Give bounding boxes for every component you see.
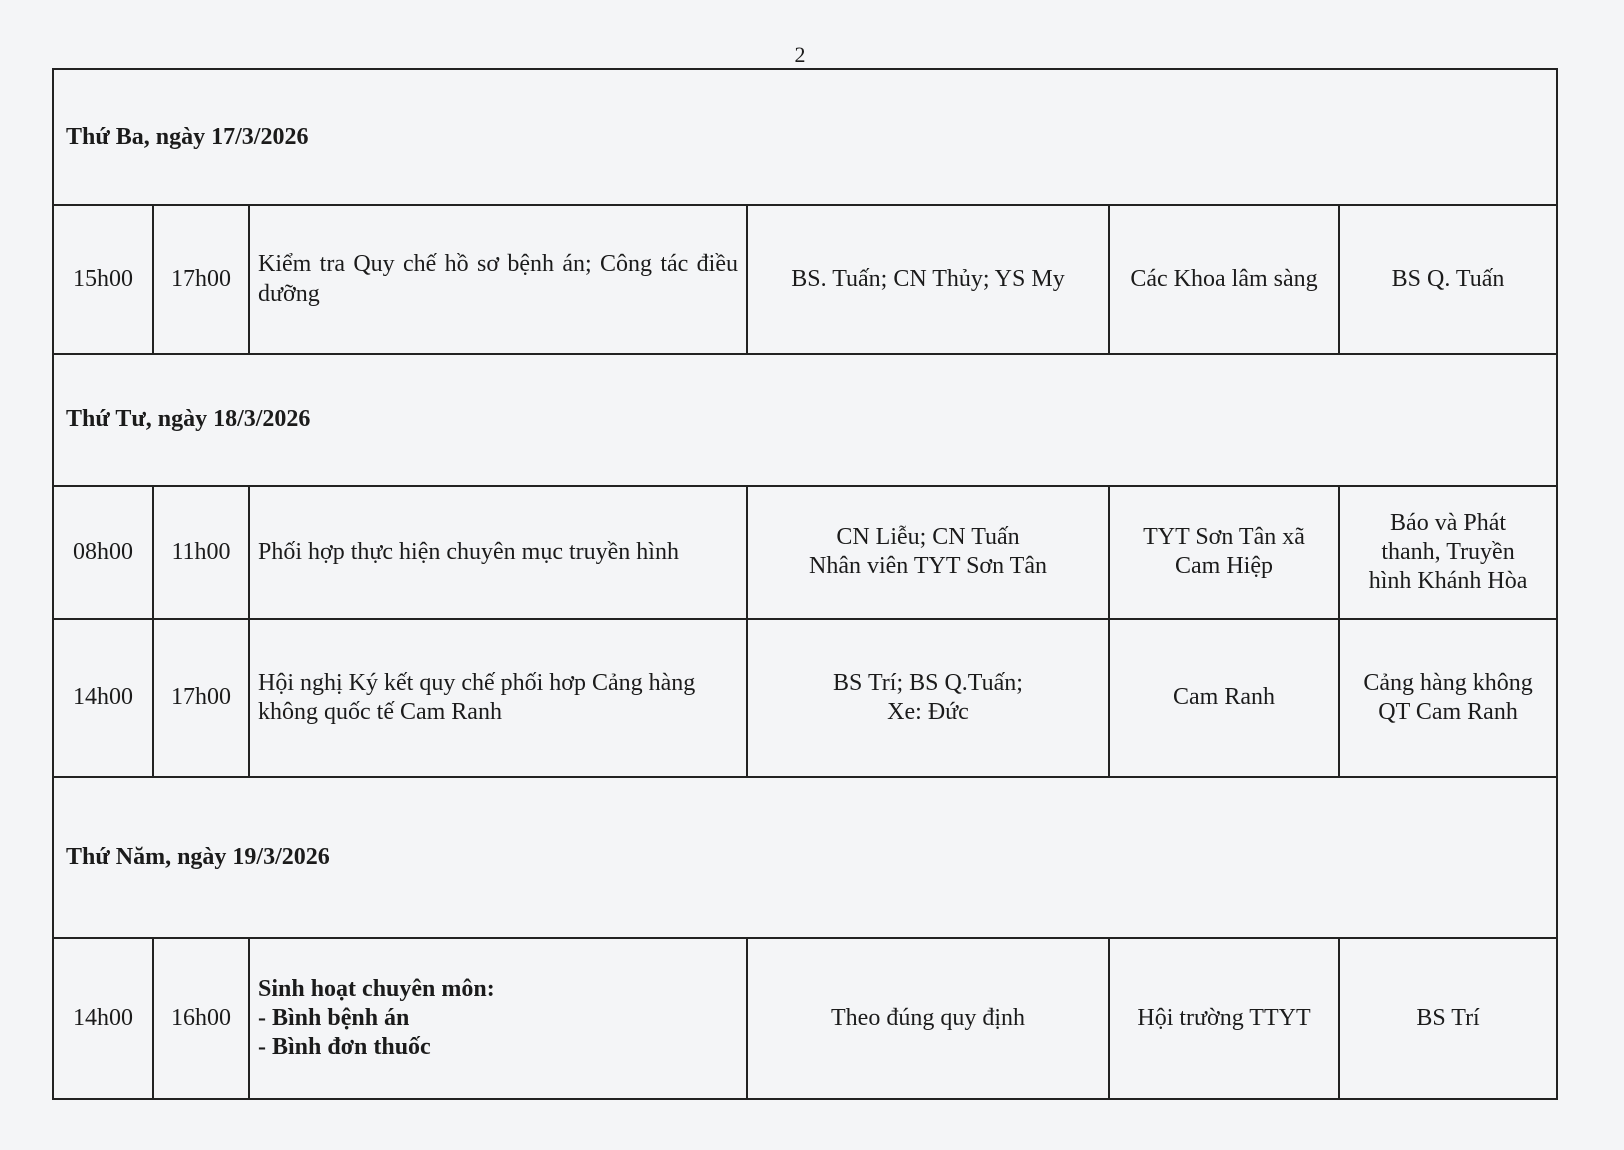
schedule-table <box>52 68 1558 1100</box>
day-row <box>53 69 1557 205</box>
table-row <box>53 205 1557 354</box>
event-host: Cảng hàng không QT Cam Ranh <box>1339 619 1557 778</box>
day-title: Thứ Năm, ngày 19/3/2026 <box>53 777 1557 938</box>
event-location: Các Khoa lâm sàng <box>1109 205 1339 354</box>
start-time: 15h00 <box>53 205 153 354</box>
end-time: 17h00 <box>153 205 249 354</box>
day-row <box>53 354 1557 486</box>
day-title: Thứ Tư, ngày 18/3/2026 <box>53 354 1557 486</box>
table-row <box>53 486 1557 618</box>
event-location: Cam Ranh <box>1109 619 1339 778</box>
page-number: 2 <box>794 42 806 67</box>
start-time: 08h00 <box>53 486 153 618</box>
event-host: Báo và Phát thanh, Truyền hình Khánh Hòa <box>1339 486 1557 618</box>
end-time: 16h00 <box>153 938 249 1099</box>
event-content: Kiểm tra Quy chế hồ sơ bệnh án; Công tác điều dưỡng <box>249 205 747 354</box>
event-content: Sinh hoạt chuyên môn: - Bình bệnh án - Bình đơn thuốc <box>249 938 747 1099</box>
end-time: 11h00 <box>153 486 249 618</box>
event-host: BS Q. Tuấn <box>1339 205 1557 354</box>
event-location: Hội trường TTYT <box>1109 938 1339 1099</box>
start-time: 14h00 <box>53 938 153 1099</box>
end-time: 17h00 <box>153 619 249 778</box>
day-row <box>53 777 1557 938</box>
event-participants: Theo đúng quy định <box>747 938 1109 1099</box>
event-location: TYT Sơn Tân xã Cam Hiệp <box>1109 486 1339 618</box>
event-content: Hội nghị Ký kết quy chế phối hơp Cảng hàng không quốc tế Cam Ranh <box>249 619 747 778</box>
table-row <box>53 938 1557 1099</box>
event-participants: BS. Tuấn; CN Thủy; YS My <box>747 205 1109 354</box>
day-title: Thứ Ba, ngày 17/3/2026 <box>53 69 1557 205</box>
event-participants: BS Trí; BS Q.Tuấn; Xe: Đức <box>747 619 1109 778</box>
event-content: Phối hợp thực hiện chuyên mục truyền hình <box>249 486 747 618</box>
event-host: BS Trí <box>1339 938 1557 1099</box>
event-participants: CN Liễu; CN Tuấn Nhân viên TYT Sơn Tân <box>747 486 1109 618</box>
start-time: 14h00 <box>53 619 153 778</box>
table-row <box>53 619 1557 778</box>
